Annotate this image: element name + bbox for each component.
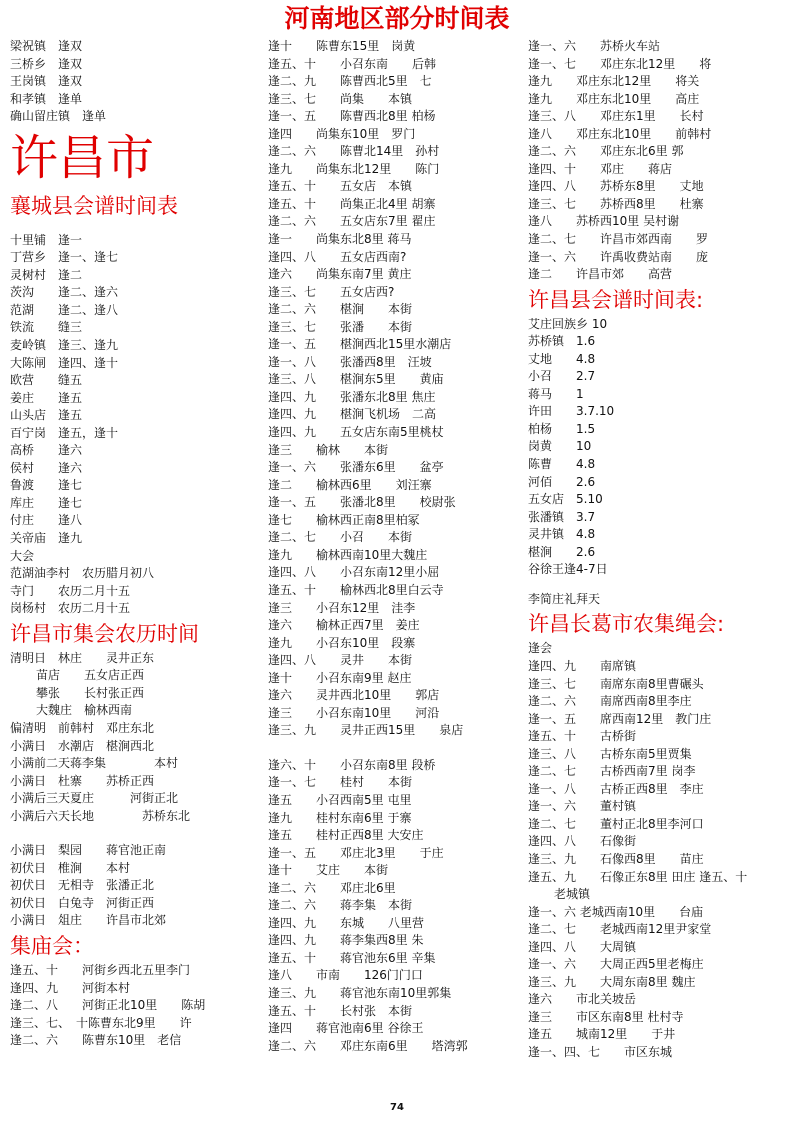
list-item: 逢八 市南 126门门口 <box>268 968 423 983</box>
right-column <box>528 38 790 1062</box>
list-item: 灵井镇 4.8 <box>528 527 596 542</box>
list-item: 小召 2.7 <box>528 369 596 384</box>
list-item: 寺门 农历二月十五 <box>10 583 131 598</box>
city-heading: 许昌市 <box>10 129 155 186</box>
list-item: 逢四、九 蒋李集西8里 朱 <box>268 933 424 948</box>
list-item: 逢六 尚集东南7里 黄庄 <box>268 267 412 282</box>
list-item: 逢六 灵井西北10里 郭店 <box>268 688 440 703</box>
list-item: 逢六、十 小召东南8里 段桥 <box>268 757 436 772</box>
list-item: 大魏庄 榆林西南 <box>36 703 133 718</box>
list-item: 逢三、九 大周东南8里 魏庄 <box>528 974 696 989</box>
list-item: 逢一、六 苏桥火车站 <box>528 39 661 53</box>
list-item: 逢三 小召东南10里 河沿 <box>268 705 440 720</box>
list-item: 逢二 榆林西6里 刘汪寨 <box>268 477 432 492</box>
list-item: 逢八 邓庄东北10里 前韩村 <box>528 126 712 141</box>
list-item: 逢一、四、七 市区东城 <box>528 1044 673 1059</box>
list-item: 逢一 尚集东北8里 蒋马 <box>268 232 412 247</box>
list-item: 逢六 榆林正西7里 姜庄 <box>268 618 420 633</box>
list-item: 灵树村 逢二 <box>10 267 83 282</box>
spacer <box>528 579 790 591</box>
list-item: 鲁渡 逢七 <box>10 478 83 493</box>
list-item: 王岗镇 逢双 <box>10 74 83 89</box>
page-number: 74 <box>390 1102 404 1113</box>
list-item: 侯村 逢六 <box>10 460 83 475</box>
list-item: 逢四、九 东城 八里营 <box>268 915 425 930</box>
list-item: 逢三、八 椹涧东5里 黄庙 <box>268 372 444 387</box>
list-item: 姜庄 逢五 <box>10 390 83 405</box>
list-item: 逢二、六 椹涧 本街 <box>268 302 413 317</box>
list-item: 逢五、十 小召东南 后韩 <box>268 56 437 71</box>
list-item: 逢四、九 五女店东南5里桃杖 <box>268 425 444 440</box>
list-item: 逢四、十 邓庄 蒋店 <box>528 161 673 176</box>
list-item: 张潘镇 3.7 <box>528 509 596 524</box>
list-item: 逢二、六 五女店东7里 翟庄 <box>268 214 436 229</box>
list-item: 百宁岗 逢五，逢十 <box>10 425 119 440</box>
list-item: 逢九 桂村东南6里 于寨 <box>268 810 412 825</box>
list-item: 欧营 缝五 <box>10 373 83 388</box>
section-heading-jimiao: 集庙会： <box>10 933 94 958</box>
list-item: 小满后三天夏庄 河街正北 <box>10 791 179 806</box>
list-item: 丁营乡 逢一、逢七 <box>10 250 119 265</box>
list-item: 逢九 邓庄东北12里 将关 <box>528 74 700 89</box>
list-item: 岗杨村 农历二月十五 <box>10 601 131 616</box>
list-item: 小满日 梨园 蒋官池正南 <box>10 843 167 858</box>
page-title: 河南地区部分时间表 <box>284 4 510 33</box>
list-item: 逢五 小召西南5里 屯里 <box>268 792 412 807</box>
list-item: 小满日 杜寨 苏桥正西 <box>10 773 155 788</box>
list-item: 逢九 尚集东北12里 陈门 <box>268 161 440 176</box>
list-item: 逢五 桂村正西8里 大安庄 <box>268 828 424 843</box>
section-heading-changge: 许昌长葛市农集绳会: <box>528 612 725 637</box>
note-text: 李简庄礼拜天 <box>528 591 601 606</box>
list-item: 逢二、六 邓庄北6里 <box>268 880 396 895</box>
list-item: 逢一、七 桂村 本街 <box>268 775 413 790</box>
list-item: 逢三、七 苏桥西8里 杜寨 <box>528 196 704 211</box>
list-item: 丈地 4.8 <box>528 351 596 366</box>
list-item: 逢二、六 邓庄东南6里 塔湾郭 <box>268 1038 468 1053</box>
list-item: 三桥乡 逢双 <box>10 56 83 71</box>
list-item: 逢十 小召东南9里 赵庄 <box>268 670 412 685</box>
list-item: 逢二、六 蒋李集 本街 <box>268 898 413 913</box>
list-item: 攀张 长村张正西 <box>36 685 145 700</box>
list-item: 逢三 市区东南8里 杜村寺 <box>528 1009 684 1024</box>
section-heading-xuchang-county: 许昌县会谱时间表: <box>528 287 704 312</box>
list-item: 蒋马 1 <box>528 386 584 401</box>
section-heading-xiangcheng: 襄城县会谱时间表 <box>10 193 178 218</box>
list-item: 初伏日 无相寺 张潘正北 <box>10 878 155 893</box>
list-item: 逢三、九 石像西8里 苗庄 <box>528 851 704 866</box>
list-item: 和孝镇 逢单 <box>10 91 83 106</box>
list-item: 逢十 陈曹东15里 岗黄 <box>268 39 416 53</box>
list-item: 逢二、七 老城西南12里尹家堂 <box>528 922 712 937</box>
list-item: 岗黄 10 <box>528 439 592 454</box>
list-item: 苏桥镇 1.6 <box>528 334 596 349</box>
list-item: 逢二、六 陈曹北14里 孙村 <box>268 144 440 159</box>
list-item: 逢一、五 邓庄北3里 于庄 <box>268 845 444 860</box>
list-item: 十里铺 逢一 <box>10 232 83 247</box>
list-item: 初伏日 白兔寺 河街正西 <box>10 895 155 910</box>
list-item: 逢五、十 榆林西北8里白云寺 <box>268 582 444 597</box>
list-item: 逢九 邓庄东北10里 高庄 <box>528 91 700 106</box>
list-item: 小满日 俎庄 许昌市北郊 <box>10 913 167 928</box>
list-item: 范湖 逢二、逢八 <box>10 302 119 317</box>
list-item: 初伏日 椎涧 本村 <box>10 860 131 875</box>
list-item: 逢二、六 南席西南8里李庄 <box>528 694 692 709</box>
list-item: 关帝庙 逢九 <box>10 531 83 546</box>
list-item: 逢七 榆林西正南8里柏冢 <box>268 512 420 527</box>
list-item: 逢五、十 长村张 本街 <box>268 1003 413 1018</box>
list-item: 逢二、六 陈曹东10里 老信 <box>10 1033 182 1048</box>
list-item: 逢一、八 古桥正西8里 李庄 <box>528 781 704 796</box>
list-item: 逢五 城南12里 于井 <box>528 1027 676 1042</box>
list-item: 逢五、九 石像正东8里 田庄 逢五、十 <box>528 869 748 884</box>
list-item: 小满后六天长地 苏桥东北 <box>10 808 191 823</box>
list-item: 偏清明 前韩村 邓庄东北 <box>10 720 155 735</box>
list-item: 逢四、九 南席镇 <box>528 658 637 673</box>
list-item: 高桥 逢六 <box>10 443 83 458</box>
list-item: 逢二、七 董村正北8里李河口 <box>528 816 704 831</box>
list-item: 逢三、九 灵井正西15里 泉店 <box>268 723 464 738</box>
list-item: 逢五、十 蒋官池东6里 辛集 <box>268 950 436 965</box>
list-item: 逢二、七 古桥西南7里 岗李 <box>528 764 696 779</box>
list-item: 付庄 逢八 <box>10 513 83 528</box>
list-item: 确山留庄镇 逢单 <box>10 109 107 124</box>
list-item: 大陈闸 逢四、逢十 <box>10 355 119 370</box>
middle-column <box>268 38 526 1055</box>
list-item: 逢三、九 蒋官池东南10里郭集 <box>268 985 452 1000</box>
list-item: 库庄 逢七 <box>10 495 83 510</box>
list-item: 陈曹 4.8 <box>528 457 596 472</box>
list-item: 小满前二天蒋李集 本村 <box>10 756 179 771</box>
list-item: 逢九 榆林西南10里大魏庄 <box>268 547 428 562</box>
list-item: 谷徐王逢4-7日 <box>528 562 608 577</box>
list-item: 老城镇 <box>554 887 591 902</box>
list-item: 逢八 苏桥西10里 吴村谢 <box>528 214 680 229</box>
list-item: 逢四、八 五女店西南? <box>268 249 407 264</box>
list-item: 逢五、十 五女店 本镇 <box>268 179 413 194</box>
list-item: 逢一、六 张潘东6里 盆亭 <box>268 460 444 475</box>
list-item: 椹涧 2.6 <box>528 544 596 559</box>
list-item: 梁祝镇 逢双 <box>10 39 83 53</box>
list-item: 逢五、十 古桥街 <box>528 729 637 744</box>
list-item: 逢四、九 椹涧飞机场 二高 <box>268 407 437 422</box>
list-item: 逢二、九 陈曹西北5里 七 <box>268 74 432 89</box>
list-item: 铁流 缝三 <box>10 320 83 335</box>
list-item: 苗店 五女店正西 <box>36 668 145 683</box>
list-item: 逢四、八 苏桥东8里 丈地 <box>528 179 704 194</box>
list-item: 大会 <box>10 548 35 563</box>
list-item: 逢一、六 董村镇 <box>528 799 637 814</box>
list-item: 逢二、七 小召 本街 <box>268 530 413 545</box>
list-item: 五女店 5.10 <box>528 492 603 507</box>
list-item: 柏杨 1.5 <box>528 421 596 436</box>
list-item: 逢五、十 河街乡西北五里李门 <box>10 962 191 977</box>
list-item: 逢六 市北关坡岳 <box>528 992 637 1007</box>
list-item: 艾庄回族乡 10 <box>528 316 608 331</box>
list-item: 茨沟 逢二、逢六 <box>10 285 119 300</box>
list-item: 逢三、八 古桥东南5里贾集 <box>528 746 692 761</box>
list-item: 逢会 <box>528 641 553 656</box>
list-item: 逢三 榆林 本街 <box>268 442 389 457</box>
list-item: 逢四、八 大周镇 <box>528 939 637 954</box>
spacer <box>268 740 526 757</box>
list-item: 逢三、七、 十陈曹东北9里 许 <box>10 1015 192 1030</box>
list-item: 清明日 林庄 灵井正东 <box>10 650 155 665</box>
list-item: 逢三、七 南席东南8里曹碾头 <box>528 676 704 691</box>
list-item: 逢一、八 张潘西8里 汪坡 <box>268 354 432 369</box>
list-item: 逢二 许昌市郊 高营 <box>528 267 673 282</box>
list-item: 逢二、八 河街正北10里 陈胡 <box>10 998 206 1013</box>
left-column <box>10 38 260 1050</box>
list-item: 逢二、六 邓庄东北6里 郭 <box>528 144 684 159</box>
list-item: 逢三、八 邓庄东1里 长村 <box>528 109 704 124</box>
list-item: 河佰 2.6 <box>528 474 596 489</box>
list-item: 逢四、九 张潘东北8里 焦庄 <box>268 389 436 404</box>
list-item: 逢一、五 陈曹西北8里 柏杨 <box>268 109 436 124</box>
list-item: 逢一、六 大周正西5里老梅庄 <box>528 957 704 972</box>
list-item: 逢一、七 邓庄东北12里 将 <box>528 56 712 71</box>
list-item: 逢四、八 石像街 <box>528 834 637 849</box>
list-item: 山头店 逢五 <box>10 408 83 423</box>
list-item: 逢一、六 老城西南10里 台庙 <box>528 904 704 919</box>
list-item: 逢一、六 许禹收费站南 庞 <box>528 249 709 264</box>
list-item: 麦岭镇 逢三、逢九 <box>10 338 119 353</box>
list-item: 逢二、七 许昌市郊西南 罗 <box>528 232 709 247</box>
list-item: 逢一、五 张潘北8里 校尉张 <box>268 495 456 510</box>
list-item: 逢四、八 小召东南12里小屈 <box>268 565 440 580</box>
list-item: 逢十 艾庄 本街 <box>268 863 389 878</box>
list-item: 逢九 小召东10里 段寨 <box>268 635 416 650</box>
list-item: 范湖油李村 农历腊月初八 <box>10 566 155 581</box>
list-item: 逢五、十 尚集正北4里 胡寨 <box>268 196 436 211</box>
list-item: 逢一、五 席西南12里 教门庄 <box>528 711 712 726</box>
list-item: 逢四 蒋官池南6里 谷徐王 <box>268 1021 424 1036</box>
list-item: 逢四、九 河街本村 <box>10 980 131 995</box>
list-item: 许田 3.7.10 <box>528 404 615 419</box>
spacer <box>10 825 260 842</box>
list-item: 逢三、七 张潘 本街 <box>268 319 413 334</box>
list-item: 逢四、八 灵井 本街 <box>268 653 413 668</box>
list-item: 逢三 小召东12里 洼李 <box>268 600 416 615</box>
list-item: 逢三、七 五女店西? <box>268 284 395 299</box>
list-item: 小满日 水潮店 椹涧西北 <box>10 738 155 753</box>
section-heading-nongli: 许昌市集会农历时间 <box>10 621 199 646</box>
list-item: 逢一、五 椹涧西北15里水潮店 <box>268 337 452 352</box>
list-item: 逢三、七 尚集 本镇 <box>268 91 413 106</box>
list-item: 逢四 尚集东10里 罗门 <box>268 126 416 141</box>
